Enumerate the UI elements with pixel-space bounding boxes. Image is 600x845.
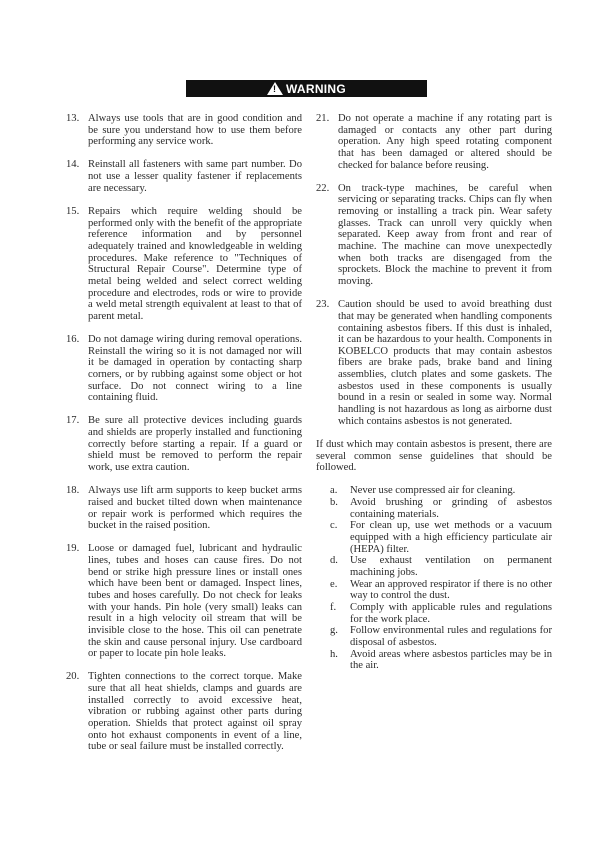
item-letter: a. xyxy=(330,485,338,497)
item-number: 14. xyxy=(66,159,80,171)
right-column xyxy=(316,113,552,672)
list-item xyxy=(316,113,552,171)
warning-banner xyxy=(186,80,427,97)
list-item xyxy=(316,183,552,288)
item-text: Do not damage wiring during removal operations. Reinstall the wiring so it is not damaged nor will it be damaged in operation by contacting sharp corners, or by rubbing against some object or hot surface. Do not connect wiring to a line containing fluid. xyxy=(88,334,302,404)
list-item xyxy=(66,334,302,404)
item-text: Loose or damaged fuel, lubricant and hydraulic lines, tubes and hoses can cause fires. Do not bend or strike high pressure lines or install ones which have been bent or damaged. Inspect lines, tubes and hoses carefully. Do not check for leaks with your hands. Pin hole (very small) leaks can result in a high velocity oil stream that will be invisible close to the hose. This oil can penetrate the skin and cause personal injury. Use cardboard or paper to locate pin hole leaks. xyxy=(88,543,302,660)
list-item xyxy=(66,543,302,660)
item-text: Always use tools that are in good condition and be sure you understand how to use them before performing any service work. xyxy=(88,113,302,148)
item-text: For clean up, use wet methods or a vacuum equipped with a high efficiency particulate air (HEPA) filter. xyxy=(350,520,552,555)
list-item xyxy=(66,206,302,323)
list-item xyxy=(66,485,302,532)
item-text: Tighten connections to the correct torque. Make sure that all heat shields, clamps and guards are installed correctly to avoid excessive heat, vibration or rubbing against other parts during operation. Shields that protect against oil spray onto hot exhaust components in event of a line, tube or seal failure must be installed correctly. xyxy=(88,671,302,753)
guidelines-intro: If dust which may contain asbestos is present, there are several common sense guidelines that should be followed. xyxy=(316,438,552,474)
guideline-item xyxy=(330,649,552,672)
item-letter: b. xyxy=(330,497,338,509)
item-number: 15. xyxy=(66,205,80,217)
list-item xyxy=(66,671,302,753)
item-text: Be sure all protective devices including guards and shields are properly installed and functioning correctly before starting a repair. If a guard or shield must be removed to perform the repair work, use extra caution. xyxy=(88,415,302,474)
list-item xyxy=(66,113,302,148)
item-number: 23. xyxy=(316,299,330,311)
item-letter: f. xyxy=(330,601,337,613)
item-text: Always use lift arm supports to keep bucket arms raised and bucket tilted down when maintenance or repair work is performed which requires the bucket in the raised position. xyxy=(88,485,302,532)
item-number: 17. xyxy=(66,415,80,427)
item-text: Do not operate a machine if any rotating part is damaged or contacts any other part during operation. Any high speed rotating component that has been damaged or altered should be checked for balance before reusing. xyxy=(338,113,552,171)
left-column xyxy=(66,113,302,765)
list-item xyxy=(66,159,302,194)
list-item xyxy=(316,299,552,427)
item-text: Follow environmental rules and regulations for disposal of asbestos. xyxy=(350,625,552,648)
item-text: Avoid brushing or grinding of asbestos containing materials. xyxy=(350,497,552,520)
guideline-item xyxy=(330,625,552,648)
item-number: 20. xyxy=(66,671,80,683)
item-text: Comply with applicable rules and regulations for the work place. xyxy=(350,601,552,625)
guideline-item xyxy=(330,602,552,625)
item-letter: g. xyxy=(330,625,338,637)
warning-triangle-icon: ! xyxy=(267,82,283,95)
item-number: 18. xyxy=(66,485,80,497)
item-text: Repairs which require welding should be performed only with the benefit of the appropriate reference information and by personnel adequately trained and knowledgeable in welding procedures. Make reference to "Techniques of Structural Repair Course". Determine type of metal being welded and select correct welding procedure and electrodes, rods or wire to provide a weld metal strength equivalent at least to that of parent metal. xyxy=(88,205,302,322)
item-letter: e. xyxy=(330,578,338,590)
item-text: Never use compressed air for cleaning. xyxy=(350,485,516,497)
item-number: 19. xyxy=(66,543,80,555)
guideline-item xyxy=(330,555,552,578)
item-text: Caution should be used to avoid breathing dust that may be generated when handling components containing asbestos fibers. If this dust is inhaled, it can be hazardous to your health. Components in KOBELCO products that may contain asbestos fibers are brake pads, brake band and lining assemblies, clutch plates and some gaskets. The asbestos used in these components is usually bound in a resin or sealed in some way. Normal handling is not hazardous as long as airborne dust which contains asbestos is not generated. xyxy=(338,299,552,427)
item-letter: d. xyxy=(330,555,338,567)
item-text: Use exhaust ventilation on permanent machining jobs. xyxy=(350,555,552,578)
warning-label: WARNING xyxy=(285,81,347,96)
guidelines-list xyxy=(330,485,552,672)
item-letter: h. xyxy=(330,648,338,660)
guideline-item xyxy=(330,485,552,497)
item-text: Wear an approved respirator if there is no other way to control the dust. xyxy=(350,578,552,602)
item-number: 13. xyxy=(66,113,80,124)
item-letter: c. xyxy=(330,520,338,532)
item-number: 22. xyxy=(316,182,330,194)
item-number: 21. xyxy=(316,113,330,124)
item-text: On track-type machines, be careful when servicing or separating tracks. Chips can fly when removing or installing a track pin. Wear safety glasses. Track can unroll very quickly when separated. Keep away from front and rear of machine. The machine can move unexpectedly when both tracks are disengaged from the sprockets. Block the machine to prevent it from moving. xyxy=(338,182,552,288)
item-number: 16. xyxy=(66,334,80,345)
item-text: Avoid areas where asbestos particles may be in the air. xyxy=(350,648,552,672)
guideline-item xyxy=(330,497,552,520)
item-text: Reinstall all fasteners with same part number. Do not use a lesser quality fastener if replacements are necessary. xyxy=(88,159,302,194)
guideline-item xyxy=(330,520,552,555)
list-item xyxy=(66,415,302,473)
guideline-item xyxy=(330,579,552,602)
